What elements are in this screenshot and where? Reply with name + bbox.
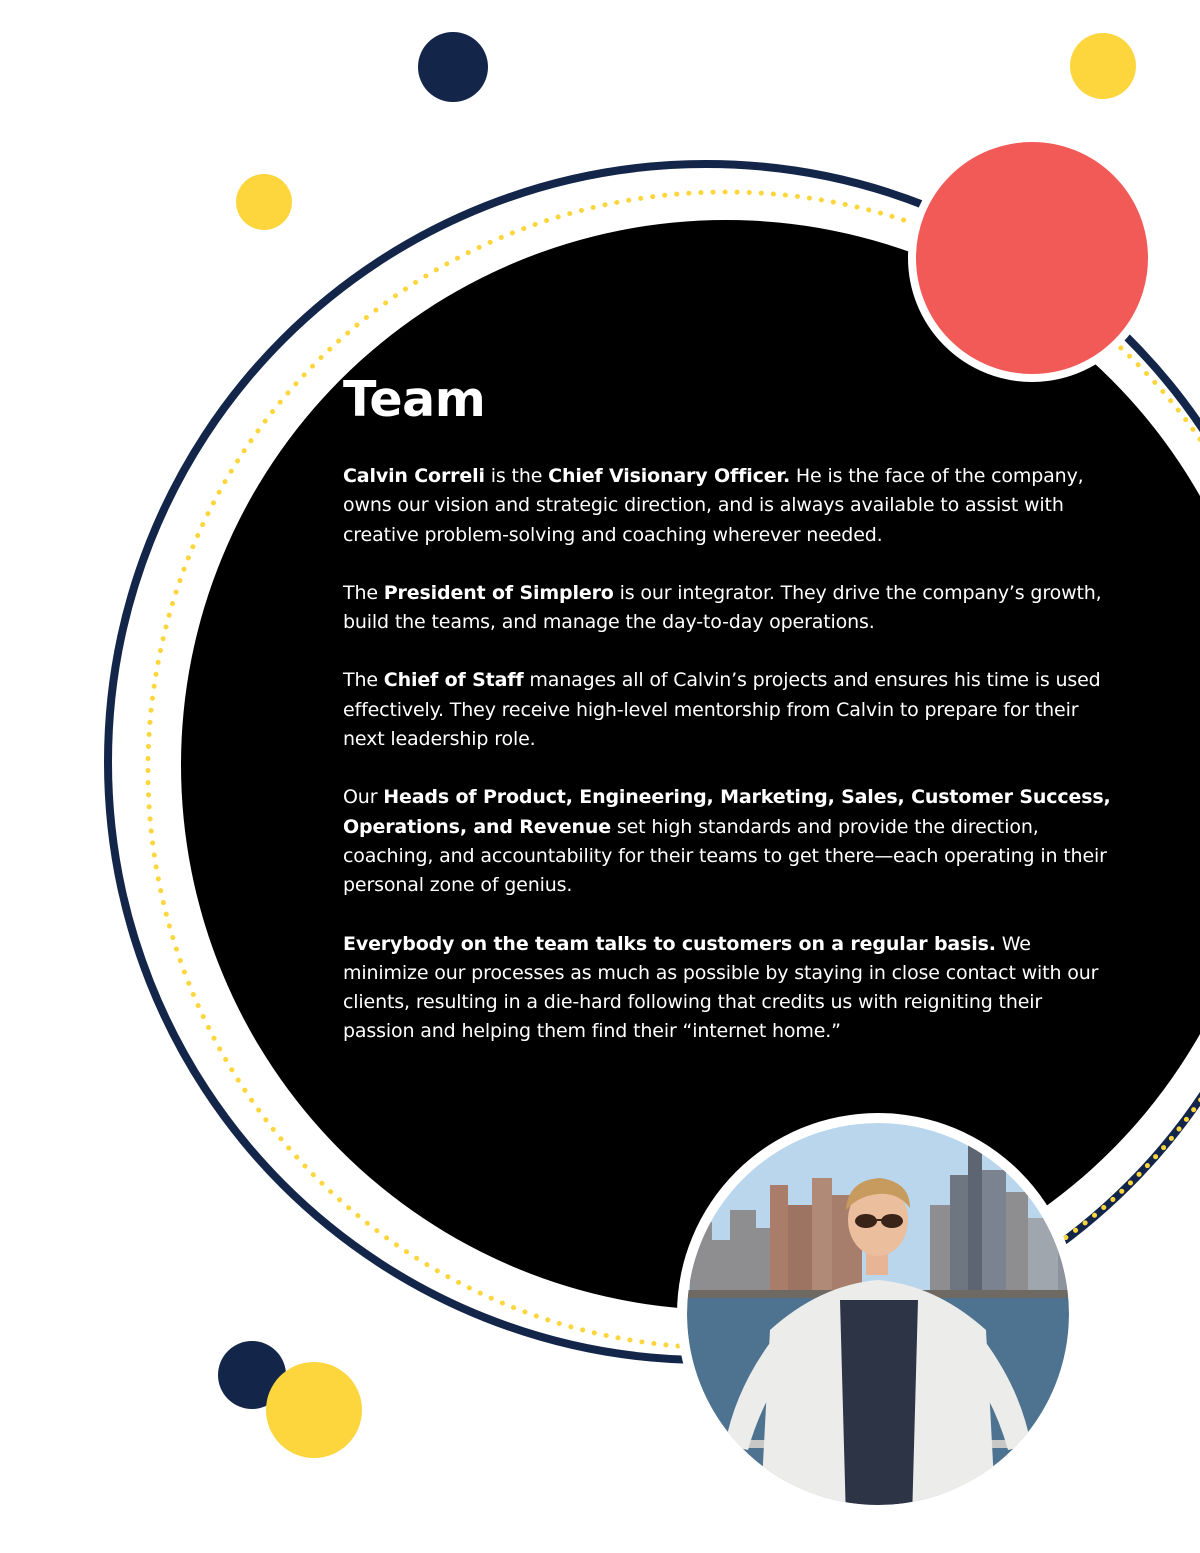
bold-text: President of Simplero — [383, 581, 614, 604]
bold-text: Chief of Staff — [383, 669, 524, 692]
team-paragraph — [343, 930, 1113, 1047]
bold-text: Heads of Product, Engineering, Marketing, Sales, Customer Success, Operations, and Revenue — [343, 786, 1111, 838]
team-paragraph — [343, 579, 1113, 638]
body-text: He is the face of the company, owns our vision and strategic direction, and is always available to assist with creative problem-solving and coaching wherever needed. — [343, 465, 1084, 546]
team-paragraph — [343, 462, 1113, 550]
body-text: is our integrator. They drive the company’s growth, build the teams, and manage the day-to-day operations. — [343, 581, 1102, 634]
bold-text: Calvin Correli — [343, 465, 485, 487]
team-paragraph — [343, 783, 1113, 900]
navy-dot-top — [418, 32, 488, 102]
coral-dot-top-right — [912, 138, 1152, 378]
yellow-dot-top-right — [1070, 33, 1136, 99]
body-text: is the — [484, 465, 549, 487]
body-text: We minimize our processes as much as possible by staying in close contact with our clients, resulting in a die-hard following that credits us with reigniting their passion and helping them find their “internet home.” — [343, 932, 1099, 1043]
portrait-photo — [677, 1113, 1080, 1520]
team-section — [343, 368, 1113, 1076]
team-paragraph — [343, 666, 1113, 754]
yellow-dot-bottom — [266, 1362, 362, 1458]
page-title: Team — [343, 371, 486, 428]
bold-text: Chief Visionary Officer. — [548, 465, 791, 487]
bold-text: Everybody on the team talks to customers on a regular basis. — [343, 932, 996, 955]
body-text: manages all of Calvin’s projects and ensures his time is used effectively. They receive high-level mentorship from Calvin to prepare for their next leadership role. — [343, 669, 1101, 751]
body-text: set high standards and provide the direction, coaching, and accountability for their teams to get there—each operating in their personal zone of genius. — [343, 815, 1107, 897]
team-description — [343, 462, 1113, 1047]
body-text: The — [343, 669, 384, 692]
yellow-dot-left — [236, 174, 292, 230]
body-text: The — [343, 581, 384, 604]
body-text: Our — [343, 786, 384, 809]
